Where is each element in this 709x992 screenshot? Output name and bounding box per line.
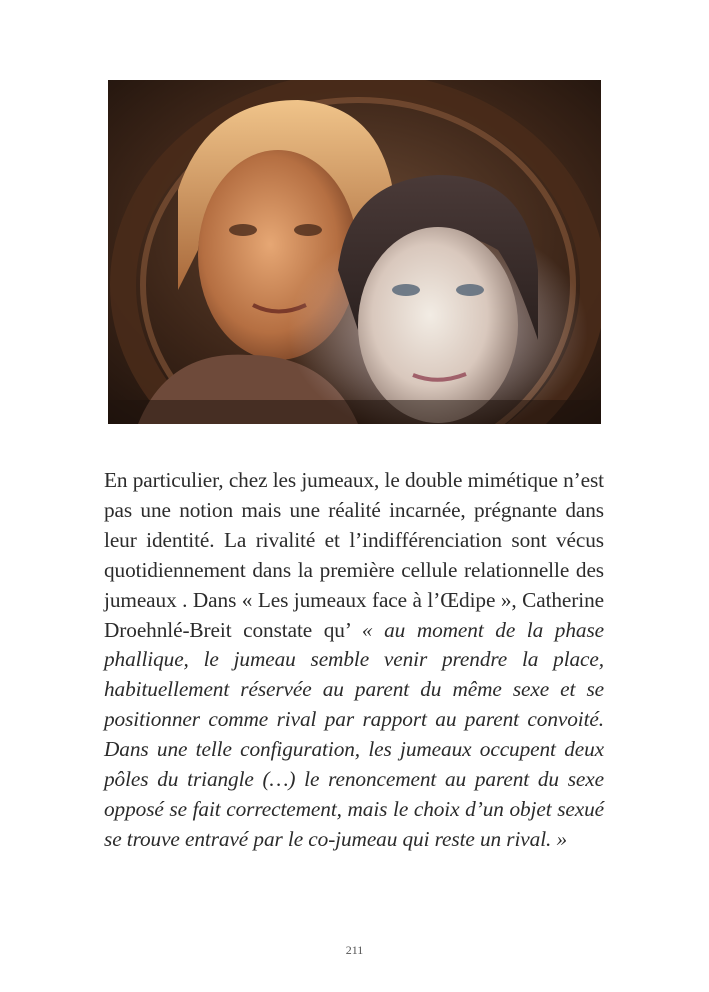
paragraph-quote: « au moment de la phase phallique, le jumeau semble venir prendre la place, habituellement réservée au parent du même sexe et se positionner comme rival par rapport au parent convoité. Dans une telle configuration, les jumeaux occupent deux pôles du triangle (…) le renoncement au parent du sexe opposé se fait correctement, mais le choix d’un objet sexué se trouve entravé par le co-jumeau qui reste un rival. » <box>104 617 604 851</box>
paragraph-text: En particulier, chez les jumeaux, le double mimétique n’est pas une notion mais une réalité incarnée, prégnante dans leur identité. La rivalité et l’indifférenciation sont vécus quotidiennement dans la première cellule relationnelle des jumeaux . Dans « Les jumeaux face à l’Œdipe », Catherine Droehnlé-Breit constate qu’ <box>104 468 604 642</box>
page-number: 211 <box>345 943 364 957</box>
body-paragraph <box>104 466 604 855</box>
photo-illustration <box>108 80 601 424</box>
twins-mirror-photo <box>108 80 601 424</box>
